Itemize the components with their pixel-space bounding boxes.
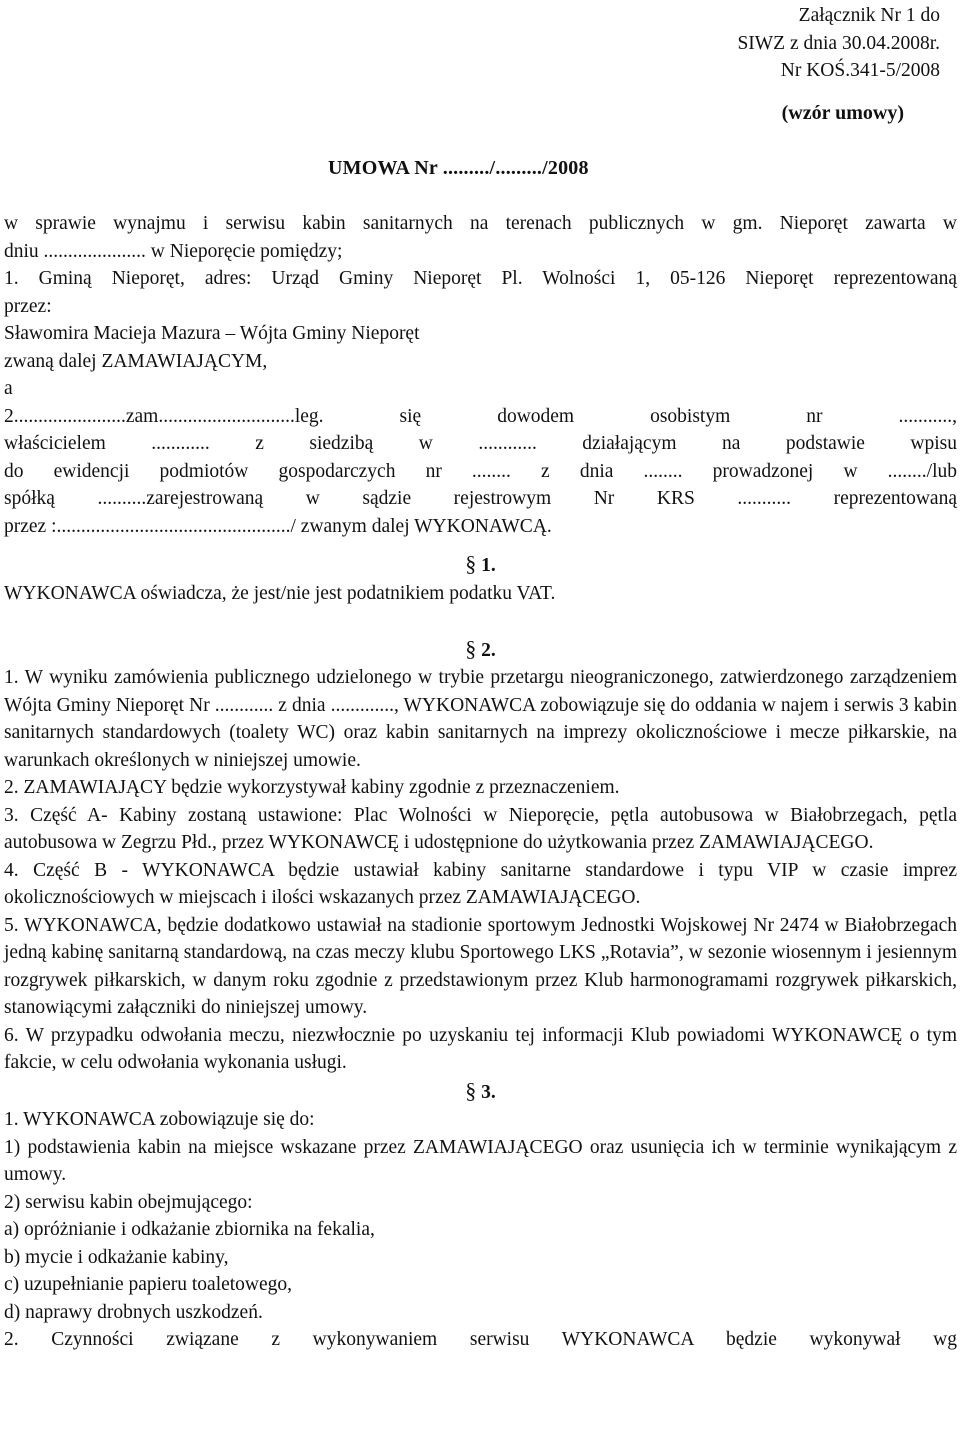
template-note: (wzór umowy)	[781, 102, 904, 124]
section-2-paragraph-1: 1. W wyniku zamówienia publicznego udzielonego w trybie przetargu nieograniczonego, zatwierdzonego zarządzeniem Wójta Gminy Nieporęt Nr ............ z dnia ............., WYKONAWCA zobowiązuje się do oddania w najem i serwis 3 kabin sanitarnych standardowych (toalety WC) oraz kabin sanitarnych na imprezy okolicznościowe i mecze piłkarskie, na warunkach określonych w niniejszej umowie.	[4, 667, 957, 771]
section-3-heading	[4, 1077, 957, 1107]
annex-line-3: Nr KOŚ.341-5/2008	[780, 60, 940, 81]
section-symbol: §	[465, 635, 477, 661]
intro-line-2: dniu ..................... w Nieporęcie pomiędzy;	[4, 240, 343, 262]
intro-line-7: a	[4, 378, 13, 399]
section-3-paragraph-1: 1. WYKONAWCA zobowiązuje się do:	[4, 1109, 315, 1130]
section-number: 3.	[481, 1081, 496, 1103]
section-1-heading	[4, 550, 957, 580]
section-2-paragraph-6: 6. W przypadku odwołania meczu, niezwłocznie po uzyskaniu tej informacji Klub powiadomi WYKONAWCĘ o tym fakcie, w celu odwołania wykonania usługi.	[4, 1024, 957, 1073]
section-3-item-d: d) naprawy drobnych uszkodzeń.	[4, 1301, 263, 1323]
section-symbol: §	[465, 551, 477, 576]
section-2-paragraph-3: 3. Część A- Kabiny zostaną ustawione: Plac Wolności w Nieporęcie, pętla autobusowa w Białobrzegach, pętla autobusowa w Zegrzu Płd., przez WYKONAWCĘ i udostępnione do użytkowania przez ZAMAWIAJĄCEGO.	[4, 804, 957, 853]
section-number: 1.	[481, 555, 496, 576]
annex-header	[737, 2, 940, 85]
annex-line-2: SIWZ z dnia 30.04.2008r.	[737, 32, 940, 54]
annex-line-1: Załącznik Nr 1 do	[798, 5, 940, 26]
section-2-paragraph-4: 4. Część B - WYKONAWCA będzie ustawiał kabiny sanitarne standardowe i typu VIP w czasie imprez okolicznościowych w miejscach i ilości wskazanych przez ZAMAWIAJĄCEGO.	[4, 859, 957, 908]
intro-line-6: zwaną dalej ZAMAWIAJĄCYM,	[4, 350, 268, 372]
intro-line-1: w sprawie wynajmu i serwisu kabin sanitarnych na terenach publicznych w gm. Nieporęt zawarta w	[4, 213, 957, 234]
intro-line-11: spółką ..........zarejestrowaną w sądzie rejestrowym Nr KRS ........... reprezentowaną	[4, 488, 957, 509]
intro-line-5: Sławomira Macieja Mazura – Wójta Gminy Nieporęt	[4, 323, 420, 344]
intro-line-10: do ewidencji podmiotów gospodarczych nr ........ z dnia ........ prowadzonej w ......../lub	[4, 460, 957, 482]
intro-line-4: przez:	[4, 295, 52, 317]
section-3-item-c: c) uzupełnianie papieru toaletowego,	[4, 1274, 293, 1295]
section-2-heading	[4, 635, 957, 665]
intro-line-8: 2.......................zam............................leg. się dowodem osobistym nr ...........,	[4, 405, 957, 427]
section-3-paragraph-2: 1) podstawienia kabin na miejsce wskazane przez ZAMAWIAJĄCEGO oraz usunięcia ich w terminie wynikającym z umowy.	[4, 1136, 957, 1185]
section-number: 2.	[481, 639, 496, 661]
contract-title: UMOWA Nr ........./........./2008	[328, 157, 589, 179]
section-2-paragraph-5: 5. WYKONAWCA, będzie dodatkowo ustawiał na stadionie sportowym Jednostki Wojskowej Nr 2474 w Białobrzegach jedną kabinę sanitarną standardową, na czas meczy klubu Sportowego LKS „Rotavia”, w sezonie wiosennym i jesiennym rozgrywek piłkarskich, w danym roku zgodnie z przedstawionym przez Klub harmonogramami rozgrywek piłkarskich, stanowiącymi załączniki do niniejszej umowy.	[4, 914, 957, 1018]
section-3-item-a: a) opróżnianie i odkażanie zbiornika na fekalia,	[4, 1219, 375, 1240]
section-3-paragraph-3: 2) serwisu kabin obejmującego:	[4, 1191, 253, 1213]
section-symbol: §	[465, 1077, 477, 1103]
section-2-paragraph-2: 2. ZAMAWIAJĄCY będzie wykorzystywał kabiny zgodnie z przeznaczeniem.	[4, 777, 620, 798]
section-1-text: WYKONAWCA oświadcza, że jest/nie jest podatnikiem podatku VAT.	[4, 582, 556, 604]
contract-body	[4, 210, 957, 1354]
intro-line-12: przez :................................................/ zwanym dalej WYKONAWCĄ.	[4, 515, 552, 537]
section-3-item-b: b) mycie i odkażanie kabiny,	[4, 1246, 229, 1268]
section-3-paragraph-4: 2. Czynności związane z wykonywaniem serwisu WYKONAWCA będzie wykonywał wg	[4, 1329, 957, 1350]
intro-line-3: 1. Gminą Nieporęt, adres: Urząd Gminy Nieporęt Pl. Wolności 1, 05-126 Nieporęt reprezentowaną	[4, 268, 957, 289]
intro-line-9: właścicielem ............ z siedzibą w ............ działającym na podstawie wpisu	[4, 433, 957, 454]
